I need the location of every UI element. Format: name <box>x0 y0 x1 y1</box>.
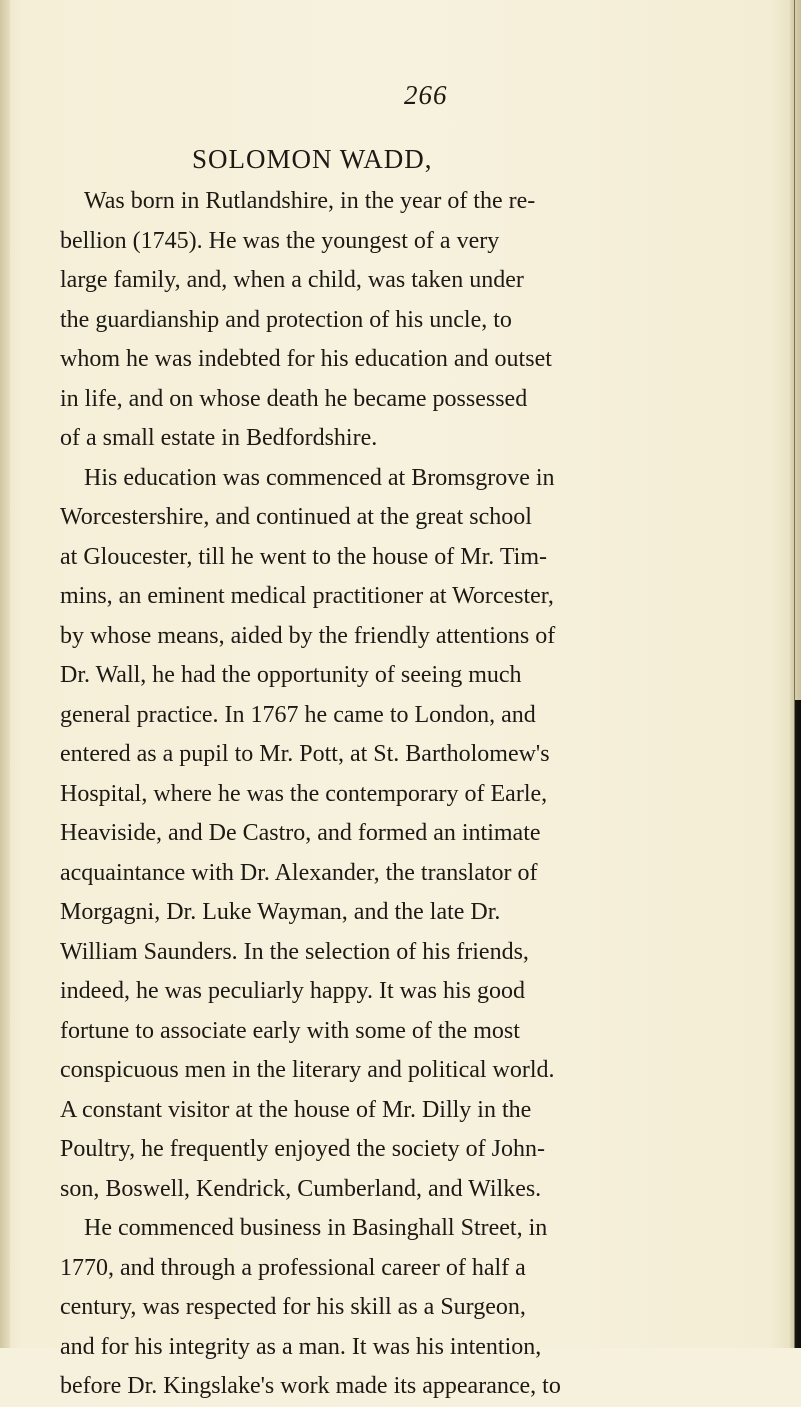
text-line: large family, and, when a child, was taken under <box>60 267 524 293</box>
text-line: 1770, and through a professional career of half a <box>60 1254 526 1281</box>
text-line: He commenced business in Basinghall Street, in <box>84 1215 548 1241</box>
text-line: by whose means, aided by the friendly attentions of <box>60 622 556 649</box>
text-line: entered as a pupil to Mr. Pott, at St. Bartholomew's <box>60 741 550 767</box>
section-heading: SOLOMON WADD, <box>192 144 433 174</box>
text-line: and for his integrity as a man. It was his intention, <box>60 1333 542 1360</box>
text-line: Was born in Rutlandshire, in the year of the re- <box>84 188 536 214</box>
text-line: indeed, he was peculiarly happy. It was his good <box>60 978 525 1004</box>
text-line: acquaintance with Dr. Alexander, the translator of <box>60 859 538 886</box>
text-line: William Saunders. In the selection of his friends, <box>60 938 529 965</box>
page-left-edge <box>0 0 10 1348</box>
text-line: His education was commenced at Bromsgrove in <box>84 464 555 491</box>
page-right-edge-top <box>795 0 801 700</box>
text-line: A constant visitor at the house of Mr. Dilly in the <box>60 1096 532 1123</box>
text-line: mins, an eminent medical practitioner at Worcester, <box>60 583 554 609</box>
body-text <box>60 182 740 1407</box>
text-line: general practice. In 1767 he came to London, and <box>60 701 536 728</box>
text-line: Worcestershire, and continued at the great school <box>60 504 532 530</box>
page-number: 266 <box>404 80 448 110</box>
text-line: fortune to associate early with some of the most <box>60 1017 520 1044</box>
text-line: the guardianship and protection of his uncle, to <box>60 306 512 333</box>
text-line: at Gloucester, till he went to the house of Mr. Tim- <box>60 543 547 570</box>
text-line: Dr. Wall, he had the opportunity of seeing much <box>60 662 522 688</box>
text-line: Poultry, he frequently enjoyed the society of John- <box>60 1136 545 1162</box>
text-line: son, Boswell, Kendrick, Cumberland, and Wilkes. <box>60 1175 542 1202</box>
text-line: of a small estate in Bedfordshire. <box>60 425 378 451</box>
text-line: Morgagni, Dr. Luke Wayman, and the late Dr. <box>60 899 501 925</box>
text-line: whom he was indebted for his education and outset <box>60 346 552 372</box>
text-line: before Dr. Kingslake's work made its appearance, to <box>60 1373 561 1399</box>
text-line: bellion (1745). He was the youngest of a very <box>60 227 500 254</box>
text-line: Hospital, where he was the contemporary of Earle, <box>60 780 548 807</box>
text-line: Heaviside, and De Castro, and formed an intimate <box>60 820 541 846</box>
text-line: in life, and on whose death he became possessed <box>60 385 528 412</box>
text-line: century, was respected for his skill as a Surgeon, <box>60 1294 526 1320</box>
text-line: conspicuous men in the literary and political world. <box>60 1057 555 1083</box>
